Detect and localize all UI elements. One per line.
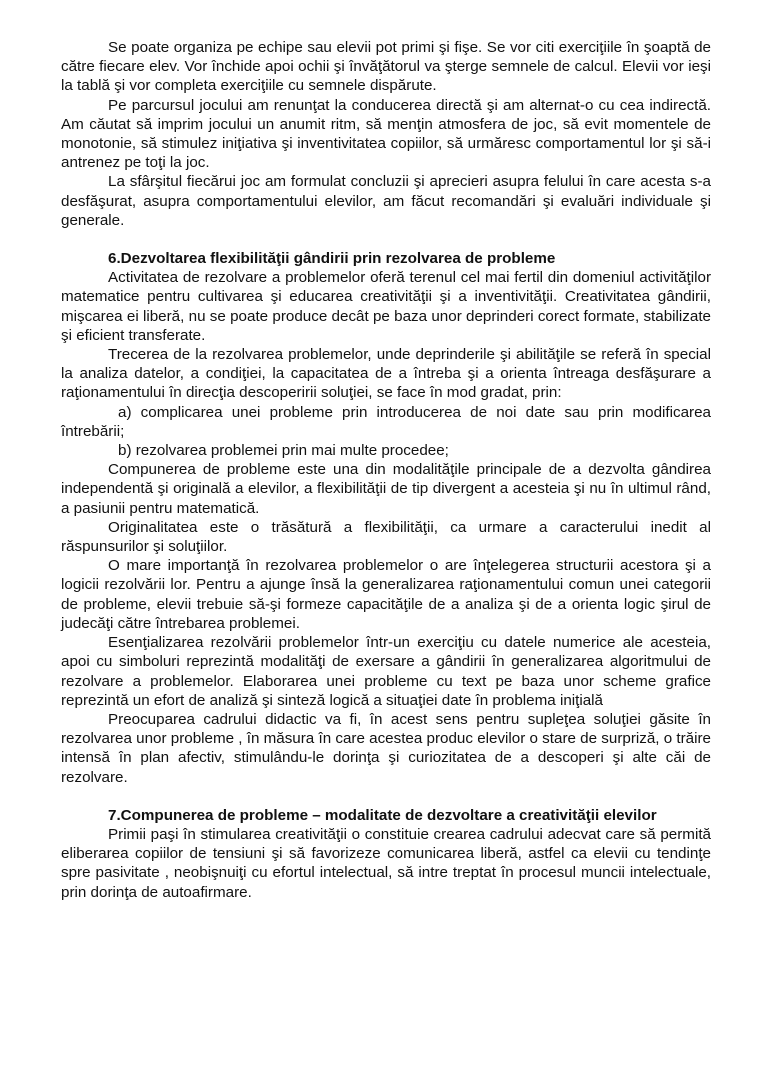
paragraph: Primii paşi în stimularea creativităţii o constituie crearea cadrului adecvat care să permită eliberarea copiilor de tensiuni şi să favorizeze comunicarea liberă, astfel ca elevii cu tendinţe spre pasivitate , neobişnuiţi cu efortul intelectual, să intre treptat în procesul muncii intelectuale, prin dorinţa de autoafirmare. [61, 825, 711, 901]
paragraph: Se poate organiza pe echipe sau elevii pot primi şi fişe. Se vor citi exerciţiile în şoaptă de către fiecare elev. Vor închide apoi ochii şi învăţătorul va şterge semnele de calcul. Elevii vor ieşi la tablă şi vor completa exerciţiile cu semnele dispărute. [61, 39, 711, 95]
section-7-heading: 7.Compunerea de probleme – modalitate de dezvoltare a creativităţii elevilor [108, 806, 657, 824]
paragraph: Originalitatea este o trăsătură a flexibilităţii, ca urmare a caracterului inedit al răspunsurilor şi soluţiilor. [61, 518, 711, 556]
paragraph: Pe parcursul jocului am renunţat la conducerea directă şi am alternat-o cu cea indirectă. Am căutat să imprim jocului un anumit ritm, să menţin atmosfera de joc, să evit momentele de monotonie, să stimulez iniţiativa şi inventivitatea copiilor, să urmăresc comportamentul lor şi să-i antrenez pe toţi la joc. [61, 96, 711, 172]
document-body [61, 38, 711, 902]
paragraph: O mare importanţă în rezolvarea problemelor o are înţelegerea structurii acestora şi a logicii rezolvării lor. Pentru a ajunge însă la generalizarea raţionamentului comun unei categorii de probleme, elevii trebuie să-şi formeze capacităţile de a analiza şi de a orienta logic şirul de judecăţi către întrebarea problemei. [61, 557, 711, 632]
section-6-heading: 6.Dezvoltarea flexibilităţii gândirii prin rezolvarea de probleme [108, 250, 556, 268]
paragraph: Activitatea de rezolvare a problemelor oferă terenul cel mai fertil din domeniul activităţilor matematice pentru cultivarea şi educarea creativităţii şi a inventivităţii. Creativitatea gândirii, mişcarea ei liberă, nu se poate produce decât pe baza unor deprinderi corect formate, stabilizate şi eficient transferate. [61, 269, 711, 344]
paragraph: Preocuparea cadrului didactic va fi, în acest sens pentru supleţea soluţiei găsite în rezolvarea unor probleme , în măsura în care acestea produc elevilor o stare de surpriză, o trăire intensă în plan afectiv, stimulându-le dorinţa şi curiozitatea de a descoperi şi alte căi de rezolvare. [61, 710, 712, 786]
paragraph: Compunerea de probleme este una din modalităţile principale de a dezvolta gândirea independentă şi originală a elevilor, a flexibilităţii de tip divergent a acesteia şi nu în ultimul rând, a pasiunii pentru matematică. [61, 461, 711, 517]
list-item-b: b) rezolvarea problemei prin mai multe procedee; [118, 442, 449, 460]
paragraph: Esenţializarea rezolvării problemelor într-un exerciţiu cu datele numerice ale acesteia, apoi cu simboluri reprezintă modalităţi de exersare a gândirii în generalizarea algoritmului de rezolvare a problemelor. Elaborarea unei probleme cu text pe baza unor scheme grafice reprezintă un efort de analiză şi sinteză logică a situaţiei date în problema iniţială [61, 634, 711, 709]
paragraph: Trecerea de la rezolvarea problemelor, unde deprinderile şi abilităţile se referă în special la analiza datelor, a condiţiei, la capacitatea de a întreba şi a orienta întreaga desfăşurare a raţionamentului în direcţia descoperirii soluţiei, se face în mod gradat, prin: [61, 346, 711, 402]
list-item-a: a) complicarea unei probleme prin introducerea de noi date sau prin modificarea întrebării; [61, 403, 711, 440]
spacer [61, 230, 711, 249]
paragraph: La sfârşitul fiecărui joc am formulat concluzii şi aprecieri asupra felului în care acesta s-a desfăşurat, asupra comportamentului elevilor, am făcut recomandări şi evaluări individuale şi generale. [61, 173, 711, 229]
spacer [61, 787, 711, 806]
